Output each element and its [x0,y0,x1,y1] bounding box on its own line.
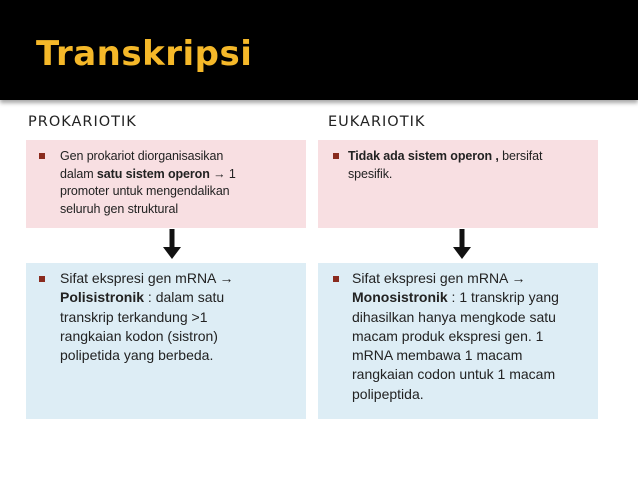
square-bullet-icon [333,276,339,282]
down-arrow-icon [453,229,471,259]
slide-title: Transkripsi [36,34,253,74]
square-bullet-icon [39,276,45,282]
polisistronik-box [26,263,306,419]
eukariot-operon-text: Tidak ada sistem operon , bersifat spesifik. [348,149,543,181]
title-bar [0,0,638,100]
monosistronik-box [318,263,598,419]
monosistronik-text: Sifat ekspresi gen mRNA → Monosistronik : 1 transkrip yang dihasilkan hanya mengkode satu macam produk ekspresi gen. 1 mRNA membawa 1 macam rangkaian codon untuk 1 macam polipeptida. [352,270,559,402]
eukariot-operon-box [318,140,598,228]
square-bullet-icon [333,153,339,159]
column-heading-prokariotik: PROKARIOTIK [28,114,137,130]
prokariot-operon-box [26,140,306,228]
down-arrow-icon [163,229,181,259]
prokariot-operon-text: Gen prokariot diorganisasikan dalam satu sistem operon → 1 promoter untuk mengendalikan seluruh gen struktural [60,149,236,216]
polisistronik-text: Sifat ekspresi gen mRNA → Polisistronik : dalam satu transkrip terkandung >1 rangkaian kodon (sistron) polipetida yang berbeda. [60,270,234,364]
column-heading-eukariotik: EUKARIOTIK [328,114,426,130]
square-bullet-icon [39,153,45,159]
